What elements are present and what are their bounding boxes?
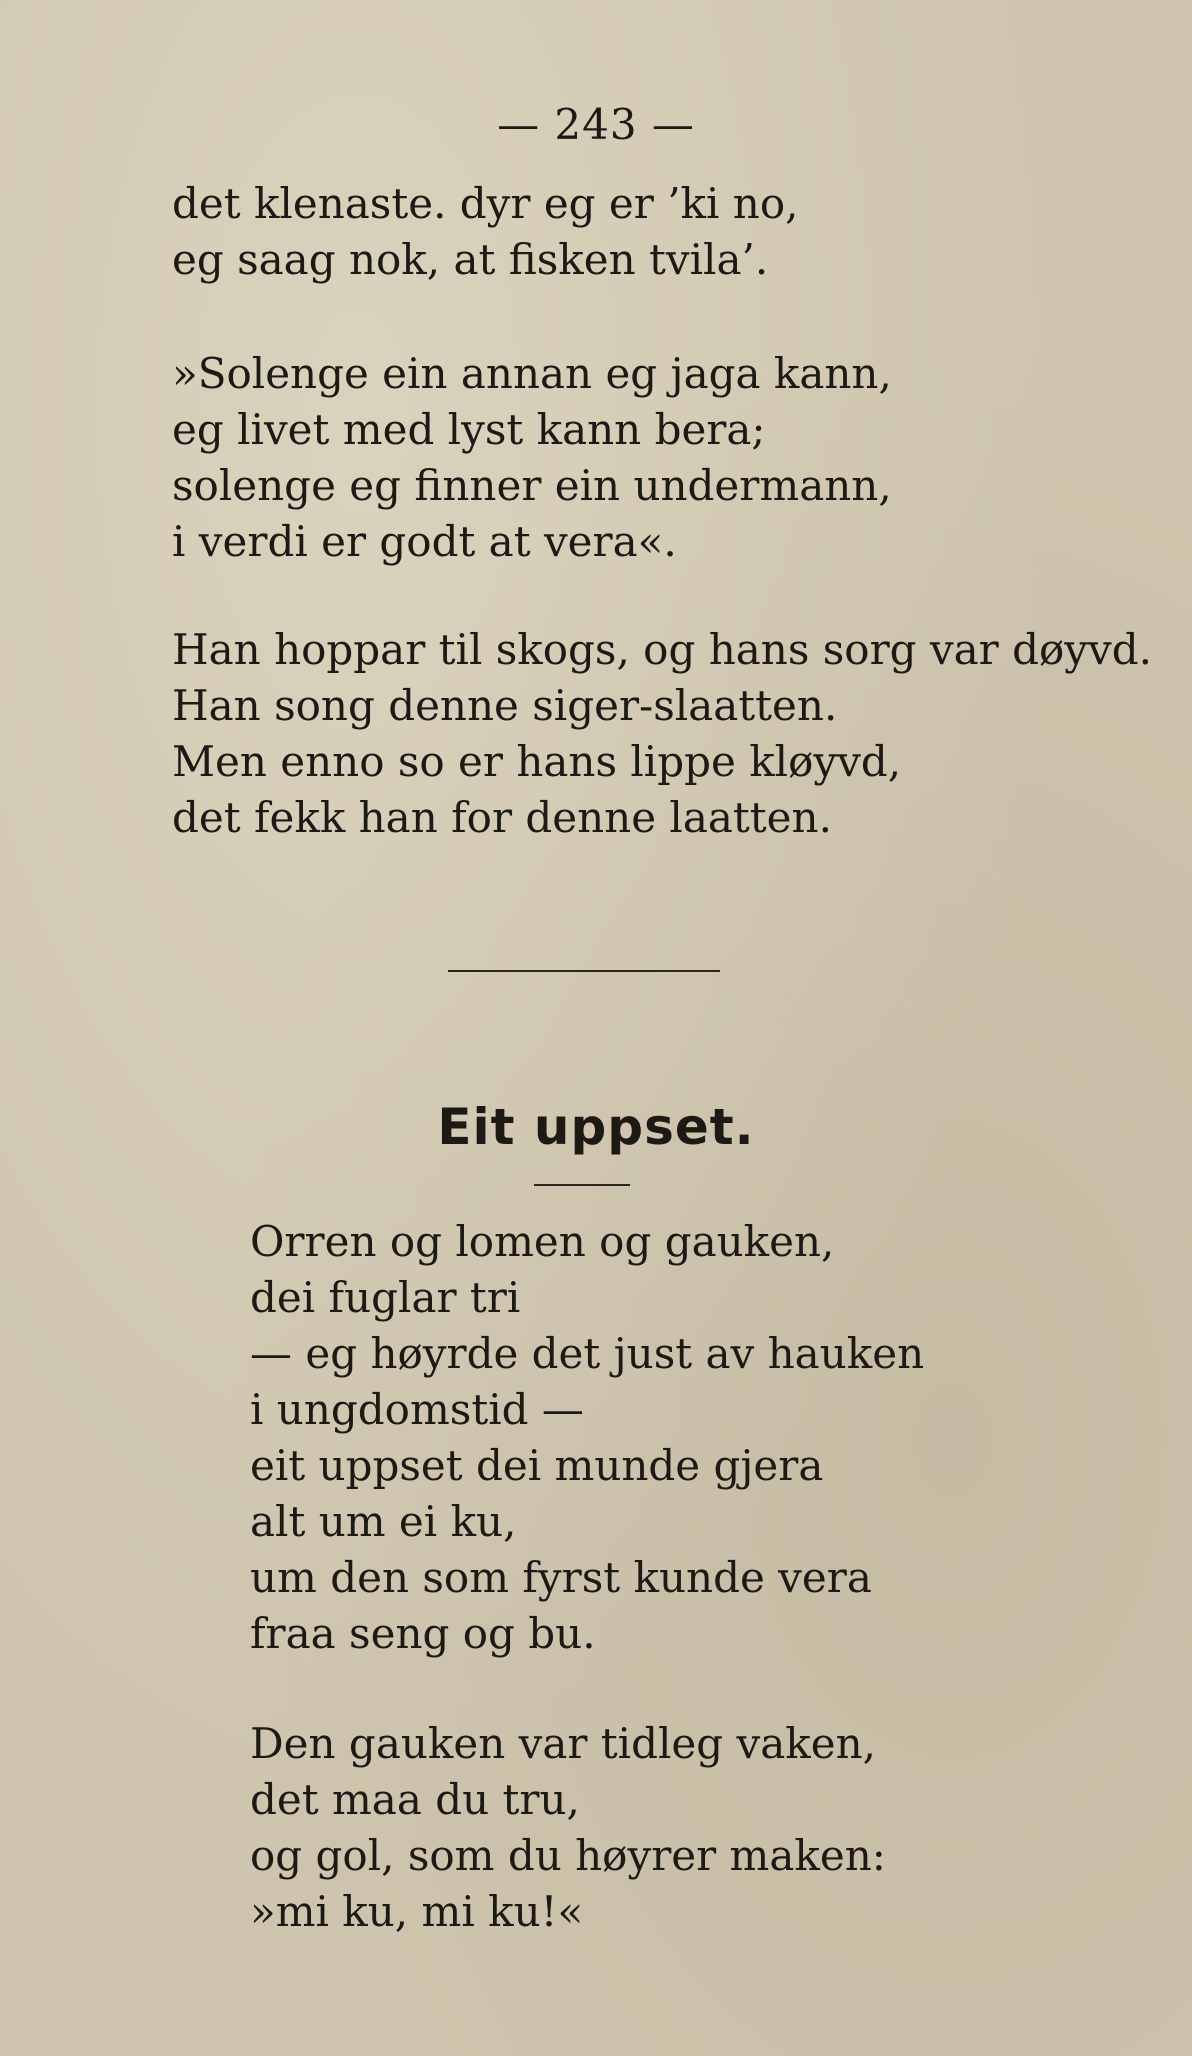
- verse-line: — eg høyrde det just av hauken: [250, 1329, 925, 1378]
- page-number: — 243 —: [497, 100, 695, 149]
- verse-line: eg saag nok, at fisken tvila’.: [172, 235, 769, 284]
- verse-line: Han hoppar til skogs, og hans sorg var døyvd.: [172, 625, 1152, 674]
- verse-line: det maa du tru,: [250, 1775, 580, 1824]
- title-underline: [534, 1184, 630, 1186]
- poem-title: Eit uppset.: [437, 1098, 755, 1156]
- verse-line: og gol, som du høyrer maken:: [250, 1831, 886, 1880]
- verse-line: eg livet med lyst kann bera;: [172, 405, 766, 454]
- verse-line: dei fuglar tri: [250, 1273, 521, 1322]
- section-divider: [448, 970, 720, 972]
- verse-line: »Solenge ein annan eg jaga kann,: [172, 349, 892, 398]
- verse-line: det klenaste. dyr eg er ’ki no,: [172, 179, 799, 228]
- verse-line: Orren og lomen og gauken,: [250, 1217, 835, 1266]
- verse-line: um den som fyrst kunde vera: [250, 1553, 872, 1602]
- verse-line: fraa seng og bu.: [250, 1609, 596, 1658]
- verse-line: solenge eg finner ein undermann,: [172, 461, 892, 510]
- verse-line: Men enno so er hans lippe kløyvd,: [172, 737, 902, 786]
- verse-line: alt um ei ku,: [250, 1497, 517, 1546]
- verse-line: i ungdomstid —: [250, 1385, 584, 1434]
- verse-line: Han song denne siger-slaatten.: [172, 681, 838, 730]
- verse-line: »mi ku, mi ku!«: [250, 1887, 584, 1936]
- verse-line: i verdi er godt at vera«.: [172, 517, 677, 566]
- verse-line: eit uppset dei munde gjera: [250, 1441, 824, 1490]
- verse-line: det fekk han for denne laatten.: [172, 793, 832, 842]
- verse-line: Den gauken var tidleg vaken,: [250, 1719, 877, 1768]
